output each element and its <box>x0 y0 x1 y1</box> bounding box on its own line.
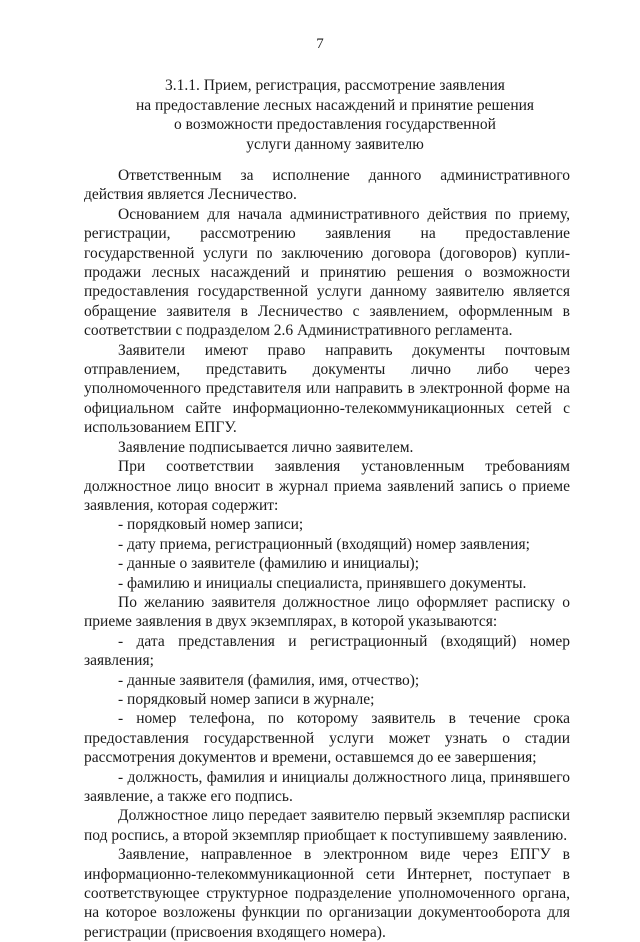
body-text <box>84 166 570 942</box>
paragraph: Заявители имеют право направить документы почтовым отправлением, представить документы лично либо через уполномоченного представителя или направить в электронной форме на официальном сайте информационно-телекоммуникационных сетей с использованием ЕПГУ. <box>84 341 570 437</box>
list-item: - должность, фамилия и инициалы должностного лица, принявшего заявление, а также его подпись. <box>84 768 570 805</box>
list-item: - порядковый номер записи в журнале; <box>118 690 375 708</box>
list-item: - дата представления и регистрационный (входящий) номер заявления; <box>84 632 570 670</box>
paragraph: Должностное лицо передает заявителю первый экземпляр расписки под роспись, а второй экземпляр приобщает к поступившему заявлению. <box>84 807 570 844</box>
section-title <box>100 76 570 154</box>
list-item: - данные заявителя (фамилия, имя, отчество); <box>118 671 420 689</box>
section-title-line: на предоставление лесных насаждений и принятие решения <box>135 96 535 114</box>
section-title-line: 3.1.1. Прием, регистрация, рассмотрение заявления <box>165 77 505 94</box>
list-item: - данные о заявителе (фамилию и инициалы); <box>118 555 420 573</box>
list-item: - номер телефона, по которому заявитель в течение срока предоставления государственной услуги может узнать о стадии рассмотрения документов и времени, оставшемся до ее завершения; <box>84 710 570 767</box>
paragraph: При соответствии заявления установленным требованиям должностное лицо вносит в журнал приема заявлений запись о приеме заявления, которая содержит: <box>84 458 570 514</box>
paragraph: Основанием для начала административного действия по приему, регистрации, рассмотрению заявления на предоставление государственной услуги по заключению договора (договоров) купли-продажи лесных насаждений и принятию решения о возможности предоставления государственной услуги данному заявителю является обращение заявителя в Лесничество с заявлением, оформленным в соответствии с подразделом 2.6 Административного регламента. <box>84 205 570 340</box>
section-title-line: услуги данному заявителю <box>246 135 424 153</box>
list-item: - фамилию и инициалы специалиста, принявшего документы. <box>118 574 527 592</box>
page-number: 7 <box>316 36 324 52</box>
paragraph: Ответственным за исполнение данного административного действия является Лесничество. <box>84 167 570 204</box>
section-title-line: о возможности предоставления государственной <box>174 116 496 133</box>
list-item: - порядковый номер записи; <box>118 516 304 534</box>
paragraph: Заявление, направленное в электронном виде через ЕПГУ в информационно-телекоммуникационной сети Интернет, поступает в соответствующее структурное подразделение уполномоченного органа, на которое возложены функции по организации документооборота для регистрации (присвоения входящего номера). <box>84 846 570 941</box>
paragraph: Заявление подписывается лично заявителем. <box>118 438 414 456</box>
paragraph: По желанию заявителя должностное лицо оформляет расписку о приеме заявления в двух экземплярах, в которой указываются: <box>84 593 570 631</box>
list-item: - дату приема, регистрационный (входящий) номер заявления; <box>118 535 530 553</box>
